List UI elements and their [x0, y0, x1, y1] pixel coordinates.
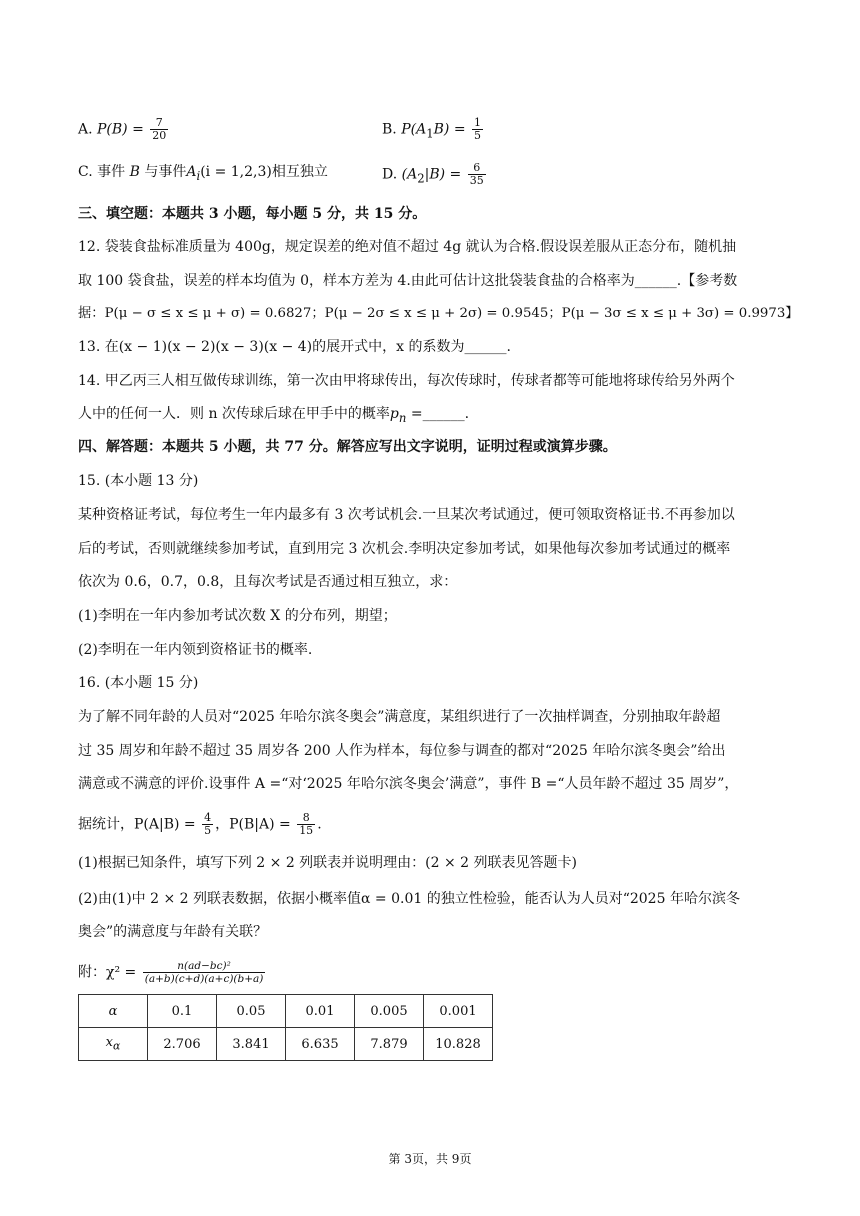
q16-part3: 奥会”的满意度与年龄有关联？ — [78, 924, 268, 940]
table-head-x-alpha — [79, 1028, 148, 1061]
option-b-label: B. — [382, 121, 402, 138]
q16-fraction1 — [202, 812, 213, 837]
option-b-den: 5 — [474, 129, 482, 142]
table-cell: 6.635 — [286, 1028, 355, 1061]
table-cell: 7.879 — [355, 1028, 424, 1061]
q15-part1: (1)李明在一年内参加考试次数 X 的分布列，期望； — [78, 608, 397, 624]
option-c — [78, 162, 328, 186]
option-d-sub: 2 — [417, 171, 425, 186]
appendix-label: 附：χ² = — [78, 964, 141, 981]
q16-frac1-num: 4 — [204, 811, 212, 824]
table-cell: 2.706 — [148, 1028, 217, 1061]
table-row — [79, 1028, 493, 1061]
table-cell: 0.005 — [355, 995, 424, 1028]
option-c-text2: 与事件 — [139, 164, 187, 180]
q15-line2: 后的考试，否则就继续参加考试，直到用完 3 次机会.李明决定参加考试，如果他每次参加考试通过的概率 — [78, 541, 731, 557]
q14-sub: n — [398, 410, 407, 425]
q16-frac2-num: 8 — [297, 812, 315, 825]
option-a-expr: P(B) = — [97, 121, 149, 138]
table-cell: 0.001 — [424, 995, 493, 1028]
q14-line2-a: 人中的任何一人．则 n 次传球后球在甲手中的概率 — [78, 406, 390, 422]
table-cell: 3.841 — [217, 1028, 286, 1061]
q16-line4 — [78, 812, 322, 837]
option-c-text1: C. 事件 — [78, 164, 130, 180]
q16-appendix — [78, 960, 267, 985]
x-symbol: x — [105, 1035, 114, 1051]
option-d-num: 6 — [468, 162, 486, 175]
table-cell: 0.1 — [148, 995, 217, 1028]
table-head-alpha: α — [79, 995, 148, 1028]
q12-line2: 取 100 袋食盐，误差的样本均值为 0，样本方差为 4.由此可估计这批袋装食盐的合格率为______.【参考数 — [78, 273, 738, 289]
q16-frac2-den: 15 — [299, 824, 314, 837]
option-c-b: B — [129, 164, 140, 180]
option-c-sub: i — [196, 168, 201, 183]
q14-line2-b: =______. — [406, 406, 470, 422]
q14-line1: 14. 甲乙丙三人相互做传球训练，第一次由甲将球传出，每次传球时，传球者都等可能地将球传给另外两个 — [78, 373, 735, 389]
option-b-expr: P(A — [401, 121, 427, 138]
option-b — [382, 117, 485, 143]
q15-part2: (2)李明在一年内领到资格证书的概率. — [78, 642, 313, 658]
chi-square-formula — [143, 960, 266, 985]
q15-heading: 15. (本小题 13 分) — [78, 473, 199, 489]
option-a-fraction — [150, 117, 168, 142]
table-row — [79, 995, 493, 1028]
option-d-expr2: |B) = — [424, 166, 466, 183]
page-footer: 第 3页，共 9页 — [388, 1152, 472, 1166]
option-a-den: 20 — [152, 129, 167, 142]
formula-den: (a+b)(c+d)(a+c)(b+a) — [144, 973, 264, 985]
critical-value-table — [78, 994, 493, 1061]
q12-line1: 12. 袋装食盐标准质量为 400g，规定误差的绝对值不超过 4g 就认为合格.假设误差服从正态分布，随机抽 — [78, 239, 737, 255]
option-d-expr: (A — [401, 166, 418, 183]
q16-line4-b: ，P(B|A) = — [215, 816, 296, 833]
q13-text: 13. 在(x − 1)(x − 2)(x − 3)(x − 4)的展开式中，x 的系数为______. — [78, 339, 511, 355]
option-a — [78, 117, 170, 142]
table-cell: 10.828 — [424, 1028, 493, 1061]
option-a-label: A. — [78, 121, 98, 138]
q14-p: p — [389, 406, 399, 422]
q16-line2: 过 35 周岁和年龄不超过 35 周岁各 200 人作为样本，每位参与调查的都对“2025 年哈尔滨冬奥会”给出 — [78, 743, 726, 759]
q12-line3: 据：P(μ − σ ≤ x ≤ μ + σ) = 0.6827；P(μ − 2σ ≤ x ≤ μ + 2σ) = 0.9545；P(μ − 3σ ≤ x ≤ μ + 3σ) = 0.9973】 — [78, 306, 799, 321]
option-c-text3: (i = 1,2,3)相互独立 — [200, 164, 328, 180]
option-d — [382, 162, 488, 188]
option-b-fraction — [472, 117, 483, 142]
x-sub: α — [113, 1039, 121, 1053]
q16-line3: 满意或不满意的评价.设事件 A =“对‘2025 年哈尔滨冬奥会’满意”，事件 B =“人员年龄不超过 35 周岁”， — [78, 776, 739, 792]
formula-num: n(ad−bc)² — [143, 960, 266, 973]
q16-frac1-den: 5 — [204, 824, 212, 837]
section-3-heading: 三、填空题：本题共 3 小题，每小题 5 分，共 15 分。 — [78, 206, 427, 222]
option-b-num: 1 — [474, 116, 482, 129]
option-d-fraction — [468, 162, 486, 187]
option-b-sub: 1 — [426, 126, 434, 141]
table-cell: 0.05 — [217, 995, 286, 1028]
q16-fraction2 — [297, 812, 315, 837]
q15-line3: 依次为 0.6，0.7，0.8，且每次考试是否通过相互独立，求： — [78, 574, 458, 590]
option-b-expr2: B) = — [433, 121, 471, 138]
q16-line1: 为了解不同年龄的人员对“2025 年哈尔滨冬奥会”满意度，某组织进行了一次抽样调查，分别抽取年龄超 — [78, 709, 721, 725]
section-4-heading: 四、解答题：本题共 5 小题，共 77 分。解答应写出文字说明，证明过程或演算步骤。 — [78, 439, 617, 455]
q16-line4-a: 据统计，P(A|B) = — [78, 816, 201, 833]
q16-heading: 16. (本小题 15 分) — [78, 675, 199, 691]
option-a-num: 7 — [150, 117, 168, 130]
q16-part2: (2)由(1)中 2 × 2 列联表数据，依据小概率值α = 0.01 的独立性检验，能否认为人员对“2025 年哈尔滨冬 — [78, 891, 740, 907]
option-c-a: A — [186, 164, 197, 180]
q16-line4-c: . — [317, 816, 322, 833]
q15-line1: 某种资格证考试，每位考生一年内最多有 3 次考试机会.一旦某次考试通过，便可领取资格证书.不再参加以 — [78, 507, 735, 523]
q16-part1: (1)根据已知条件，填写下列 2 × 2 列联表并说明理由：(2 × 2 列联表见答题卡) — [78, 855, 577, 871]
option-d-den: 35 — [469, 174, 484, 187]
table-cell: 0.01 — [286, 995, 355, 1028]
q14-line2 — [78, 404, 469, 428]
option-d-label: D. — [382, 166, 402, 183]
